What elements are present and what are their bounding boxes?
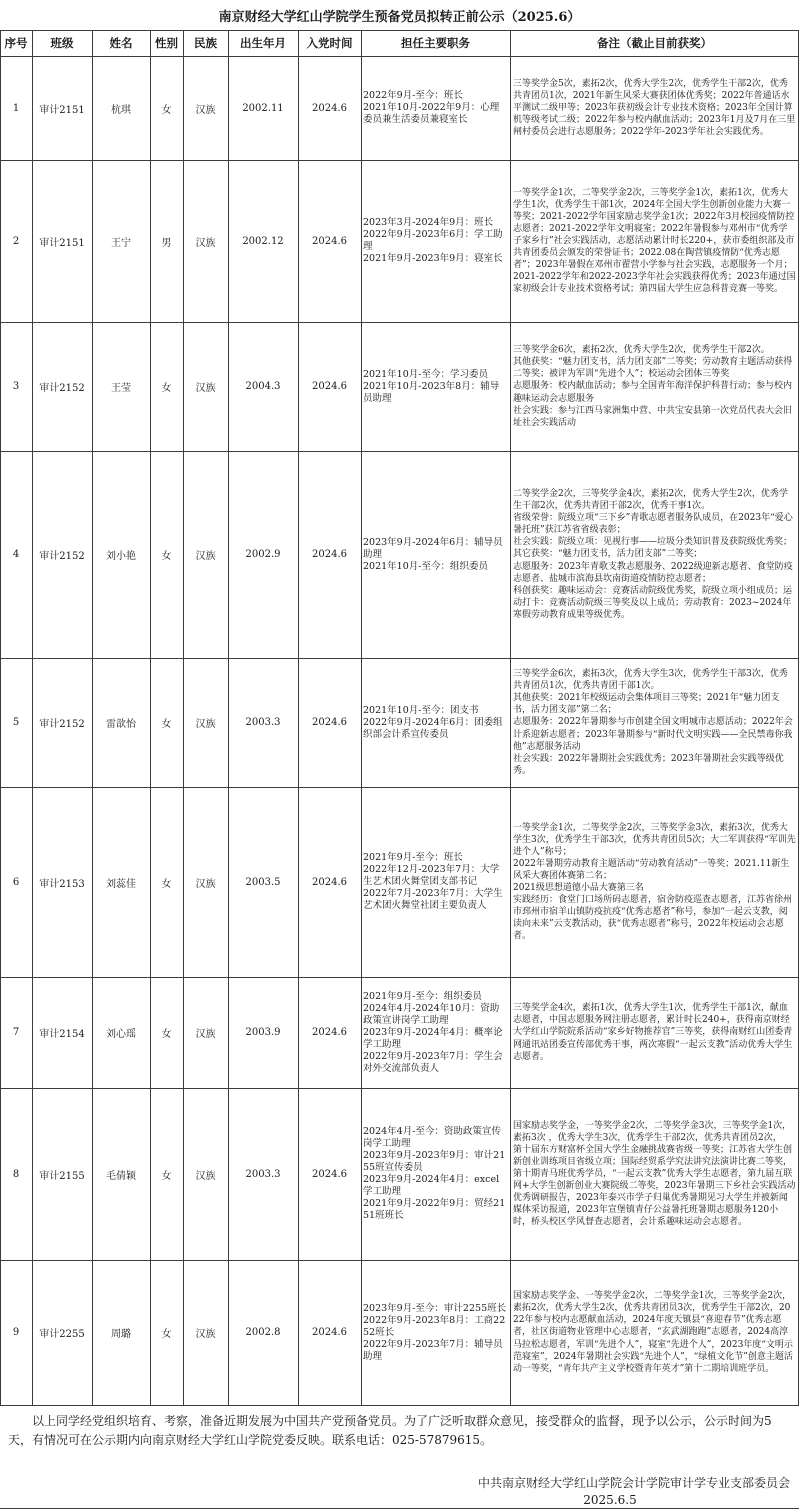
grid-line-h: [0, 1088, 799, 1089]
row-5-col-birth: 2003.3: [245, 717, 281, 728]
row-2-col-duties: 2023年3月-2024年9月：班长 2022年9月-2023年6月：学工助理 2021年9月-2023年9月：寝室长: [363, 217, 503, 264]
row-6-col-duties: 2021年9月-至今：班长 2022年12月-2023年7月：大学生艺术团火舞堂团支部书记 2022年7月-2023年7月：大学生艺术团火舞堂社团主要负责人: [363, 852, 503, 911]
grid-line-v: [32, 30, 33, 1405]
row-8-col-duties: 2024年4月-至今：资助政策宣传岗学工助理 2023年9月-2023年9月：审计2155班宣传委员 2023年9月-2024年4月：excel学工助理 2021年9月-2022年9月：贸经2151班班长: [363, 1126, 506, 1221]
row-3-col-gender: 女: [161, 383, 172, 394]
grid-line-v: [298, 30, 299, 1405]
row-6-col-gender: 女: [161, 878, 172, 890]
footer-org: 中共南京财经大学红山学院会计学院审计学专业支部委员会: [477, 1476, 790, 1490]
row-8-col-gender: 女: [161, 1170, 172, 1182]
row-5-col-name: 雷歆怡: [106, 719, 136, 730]
row-9-col-ethnicity: 汉族: [195, 1329, 216, 1340]
row-5-col-join-date: 2024.6: [312, 717, 347, 728]
row-9-col-birth: 2002.8: [245, 1327, 281, 1338]
row-4-col-ethnicity: 汉族: [195, 551, 216, 562]
grid-line-h: [0, 787, 799, 788]
row-7-col-join-date: 2024.6: [312, 1027, 347, 1038]
row-7-col-notes: 三等奖学金4次，素拓1次，优秀大学生1次，优秀学生干部1次，献血志愿者，中国志愿服务网注册志愿者，累计时长240+，获得南京财经大学红山学院院系活动“家乡好物推荐官”三等奖，获得南财红山团委青网通讯站团委宣传部优秀干事，两次寒假“一起云支教”活动优秀大学生志愿者。: [513, 1003, 793, 1062]
row-9-col-class: 审计2255: [39, 1329, 85, 1340]
row-5-col-class: 审计2152: [39, 719, 85, 730]
header-col-index: 序号: [4, 36, 28, 50]
grid-line-v: [150, 30, 151, 1405]
header-col-ethnicity: 民族: [194, 36, 217, 50]
row-3-col-index: 3: [12, 381, 20, 392]
row-7-col-index: 7: [12, 1027, 20, 1038]
row-6-col-ethnicity: 汉族: [195, 878, 216, 890]
row-1-col-index: 1: [12, 102, 20, 114]
row-3-col-birth: 2004.3: [245, 381, 281, 392]
row-7-col-gender: 女: [161, 1029, 172, 1040]
footer-paragraph: 以上同学经党组织培育、考察，准备近期发展为中国共产党预备党员。为了广泛听取群众意见，接受群众的监督，现予以公示，公示时间为5天，有情况可在公示期内向南京财经大学红山学院党委反映。联系电话：025-57879615。: [8, 1414, 772, 1447]
row-9-col-duties: 2023年9月-至今：审计2255班长 2022年9月-2023年8月：工商2252班长 2022年9月-2023年7月：辅导员助理: [363, 1302, 507, 1362]
grid-line-v: [228, 30, 229, 1405]
grid-line-v: [0, 30, 1, 1405]
row-5-col-ethnicity: 汉族: [195, 719, 216, 730]
row-2-col-notes: 一等奖学金1次，二等奖学金2次，三等奖学金1次，素拓1次，优秀大学生1次，优秀学生干部1次，2024年全国大学生创新创业能力大赛一等奖；2021-2022学年国家励志奖学金1次；2022年3月校园疫情防控志愿者；2021-2022学年文明寝室；2022年暑假参与邓州市“优秀学子家乡行”社会实践活动，志愿活动累计时长220+，获市委组织部及市共青团委员会颁发的荣誉证书；2022.08在陶营镇疫情防“优秀志愿者”；2023年暑假在邓州市翟营小学参与社会实践，志愿服务一个月；2021-2022学年和2022-2023学年社会实践获得优秀；2023年通过国家初级会计专业技术资格考试；第四届大学生应急科普竞赛一等奖。: [513, 187, 796, 295]
row-3-col-class: 审计2152: [39, 383, 85, 394]
grid-line-h: [0, 977, 799, 978]
row-3-col-ethnicity: 汉族: [195, 383, 216, 394]
row-4-col-gender: 女: [161, 551, 172, 562]
grid-line-h: [0, 451, 799, 452]
row-9-col-notes: 国家励志奖学金、一等奖学金2次，二等奖学金1次，三等奖学金2次，素拓2次，优秀大学生2次，优秀共青团员3次，优秀学生干部2次，2022年参与校内志愿献血活动，2024年度天镇县“喜迎春节”优秀志愿者，社区街道物业管理中心志愿者，“玄武湖跑跑”志愿者，2024高淳马拉松志愿者，军训“先进个人”，寝室“先进个人”，2023年度“文明示范寝室”，2024年暑期社会实践“先进个人”，“绿植文化节”创意主题活动一等奖，“青年共产主义学校暨青年英才”第十二期培训班学员。: [513, 1291, 793, 1374]
row-4-col-class: 审计2152: [39, 551, 85, 562]
row-4-col-duties: 2023年9月-2024年6月：辅导员助理 2021年10月-至今：组织委员: [363, 536, 503, 572]
grid-line-h: [0, 30, 799, 31]
row-2-col-index: 2: [12, 235, 20, 247]
row-9-col-index: 9: [12, 1327, 20, 1338]
row-8-col-birth: 2003.3: [245, 1168, 281, 1180]
row-3-col-name: 王莹: [111, 383, 131, 394]
row-5-col-gender: 女: [161, 719, 172, 730]
header-col-name: 姓名: [109, 36, 133, 50]
header-col-gender: 性别: [155, 36, 178, 50]
grid-line-h: [0, 56, 799, 57]
grid-line-h: [0, 1260, 799, 1261]
row-4-col-birth: 2002.9: [245, 549, 281, 560]
row-4-col-name: 刘小艳: [106, 551, 136, 562]
row-2-col-ethnicity: 汉族: [195, 237, 216, 249]
row-8-col-notes: 国家励志奖学金，一等奖学金2次，二等奖学金3次，三等奖学金1次，素拓3次 ，优秀大学生3次，优秀学生干部2次，优秀共青团员2次， 第十届东方财富杯全国大学生金融挑战赛省级一等奖；江苏省大学生创新创业训练项目省级立项；国际经贸系学究法讲究法演讲比赛二等奖，第十期青马班优秀学员，“一起云支教”优秀大学生志愿者，第九届互联网+大学生创新创业大赛院级二等奖，2023年暑期三下乡社会实践活动优秀调研报告，2023年泰兴市学子归巢优秀暑期见习大学生并被新闻媒体采访报道，2023年宣堡镇青仔公益暑托班暑期志愿服务120小时，桥头校区学风督查志愿者，会计系趣味运动会志愿者。: [513, 1120, 796, 1228]
row-6-col-name: 刘蕊佳: [106, 878, 136, 890]
row-6-col-class: 审计2153: [39, 878, 85, 890]
row-8-col-name: 毛倩颖: [106, 1170, 136, 1182]
row-1-col-duties: 2022年9月-至今：班长 2021年10月-2022年9月：心理委员兼生活委员兼寝室长: [363, 90, 500, 125]
row-3-col-notes: 三等奖学金6次，素拓2次，优秀大学生2次，优秀学生干部2次。 其他获奖：“魅力团支书，活力团支部”二等奖；劳动教育主题活动获得二等奖；被评为军训“先进个人”；校运动会团体三等奖 志愿服务：校内献血活动；参与全国青年海洋保护科普行动；参与校内趣味运动会志愿服务 社会实践：参与江西马家洲集中营、中共宝安县第一次党员代表大会旧址社会实践活动: [513, 345, 793, 428]
row-5-col-index: 5: [12, 717, 20, 728]
row-7-col-class: 审计2154: [39, 1029, 85, 1040]
row-1-col-birth: 2002.11: [242, 102, 284, 114]
row-7-col-ethnicity: 汉族: [195, 1029, 216, 1040]
grid-line-v: [183, 30, 184, 1405]
row-4-col-join-date: 2024.6: [312, 549, 347, 560]
row-6-col-notes: 一等奖学金1次，二等奖学金2次，三等奖学金3次，素拓3次，优秀大学生3次，优秀学生干部3次，优秀共青团员5次；大二军训获得“军训先进个人”称号； 2022年暑期劳动教育主题活动“劳动教育活动”一等奖；2021.11新生风采大赛团体赛第二名； 2021级思想道德小品大赛第三名 实践经历：食堂门口场所码志愿者，宿舍防疫巡查志愿者，江苏省徐州市邳州市宿羊山镇防疫抗疫“优秀志愿者”称号，参加“一起云支教，阅读向未来”云支教活动，获“优秀志愿者”称号，2022年校运动会志愿者。: [513, 822, 796, 942]
row-3-col-duties: 2021年10月-至今：学习委员 2021年10月-2023年8月：辅导员助理: [363, 368, 500, 404]
row-1-col-join-date: 2024.6: [312, 102, 347, 114]
header-col-join-date: 入党时间: [306, 36, 353, 50]
row-2-col-class: 审计2151: [39, 237, 85, 249]
row-6-col-index: 6: [12, 876, 20, 888]
grid-line-v: [92, 30, 93, 1405]
row-1-col-gender: 女: [161, 104, 172, 116]
grid-line-v: [510, 30, 511, 1405]
row-4-col-index: 4: [12, 549, 20, 560]
row-4-col-notes: 二等奖学金2次，三等奖学金4次，素拓2次，优秀大学生2次，优秀学生干部2次，优秀共青团干部2次，优秀干事1次。 省级荣誉：院级立项“三下乡”青歌志愿者服务队成员，在2023年“爱心暑托班”获江苏省省级表彰； 社会实践：院级立项：见视行事——垃圾分类知识普及获院级优秀奖； 其它获奖：“魅力团支书，活力团支部”二等奖； 志愿服务：2023年青歌支教志愿服务、2022级迎新志愿者、食堂防疫志愿者、盐城市滨海县坎南街道疫情防控志愿者； 科创获奖：趣味运动会：竞赛活动院级优秀奖，院级立项小组成员；运动打卡：竞赛活动院级三等奖及以上成员；劳动教育：2023~2024年寒假劳动教育成果等级优秀。: [513, 488, 793, 620]
row-2-col-birth: 2002.12: [242, 235, 284, 247]
row-2-col-name: 王宁: [111, 237, 131, 249]
row-1-col-class: 审计2151: [39, 104, 85, 116]
row-9-col-name: 周璐: [111, 1329, 131, 1340]
page-title: 南京财经大学红山学院学生预备党员拟转正前公示（2025.6）: [218, 9, 581, 25]
row-2-col-gender: 男: [161, 237, 172, 249]
row-9-col-join-date: 2024.6: [312, 1327, 347, 1338]
grid-line-h: [0, 1405, 799, 1406]
header-col-notes: 备注（截止目前获奖）: [597, 36, 712, 50]
grid-line-h: [0, 322, 799, 323]
row-7-col-birth: 2003.9: [245, 1027, 281, 1038]
grid-line-v: [361, 30, 362, 1405]
row-8-col-join-date: 2024.6: [312, 1168, 347, 1180]
row-1-col-name: 杭琪: [111, 104, 131, 116]
row-5-col-notes: 三等奖学金6次，素拓3次，优秀大学生3次，优秀学生干部3次，优秀共青团员1次，优秀共青团干部1次。 其他获奖：2021年校级运动会集体项目三等奖；2021年“魅力团支书，活力团支部”第二名； 志愿服务：2022年暑期参与市创建全国文明城市志愿活动；2022年会计系迎新志愿者；2023年暑期参与“新时代文明实践——全民禁毒你我他”志愿服务活动 社会实践：2022年暑期社会实践优秀；2023年暑期社会实践等级优秀。: [513, 669, 793, 776]
grid-line-h: [0, 658, 799, 659]
row-8-col-ethnicity: 汉族: [195, 1170, 216, 1182]
row-6-col-join-date: 2024.6: [312, 876, 347, 888]
row-9-col-gender: 女: [161, 1329, 172, 1340]
header-col-class: 班级: [50, 36, 74, 50]
row-2-col-join-date: 2024.6: [312, 235, 347, 247]
row-5-col-duties: 2021年10月-至今：团支书 2022年9月-2024年6月：团委组织部会计系宣传委员: [363, 704, 503, 740]
row-3-col-join-date: 2024.6: [312, 381, 347, 392]
footer-date: 2025.6.5: [583, 1493, 637, 1507]
row-1-col-notes: 三等奖学金5次，素拓2次，优秀大学生2次，优秀学生干部2次，优秀共青团员1次，2021年新生风采大赛获团体优秀奖；2022年普通话水平测试二级甲等；2023年获初级会计专业技术资格；2023年全国计算机等级考试二级；2022年参与校内献血活动；2023年1月及7月在三里闸村委员会进行志愿服务；2022学年-2023学年社会实践优秀。: [513, 78, 796, 138]
row-6-col-birth: 2003.5: [245, 876, 281, 888]
row-8-col-index: 8: [12, 1168, 20, 1180]
header-col-birth: 出生年月: [240, 36, 286, 50]
row-8-col-class: 审计2155: [39, 1170, 85, 1182]
grid-line-h: [0, 160, 799, 161]
row-7-col-duties: 2021年9月-至今：组织委员 2024年4月-2024年10月：资助政策宣讲岗学工助理 2023年9月-2024年4月：概率论学工助理 2022年9月-2023年7月：学生会对外交流部负责人: [363, 990, 503, 1074]
row-1-col-ethnicity: 汉族: [195, 104, 216, 116]
row-7-col-name: 刘心瑶: [106, 1029, 136, 1040]
header-col-duties: 担任主要职务: [401, 36, 470, 50]
